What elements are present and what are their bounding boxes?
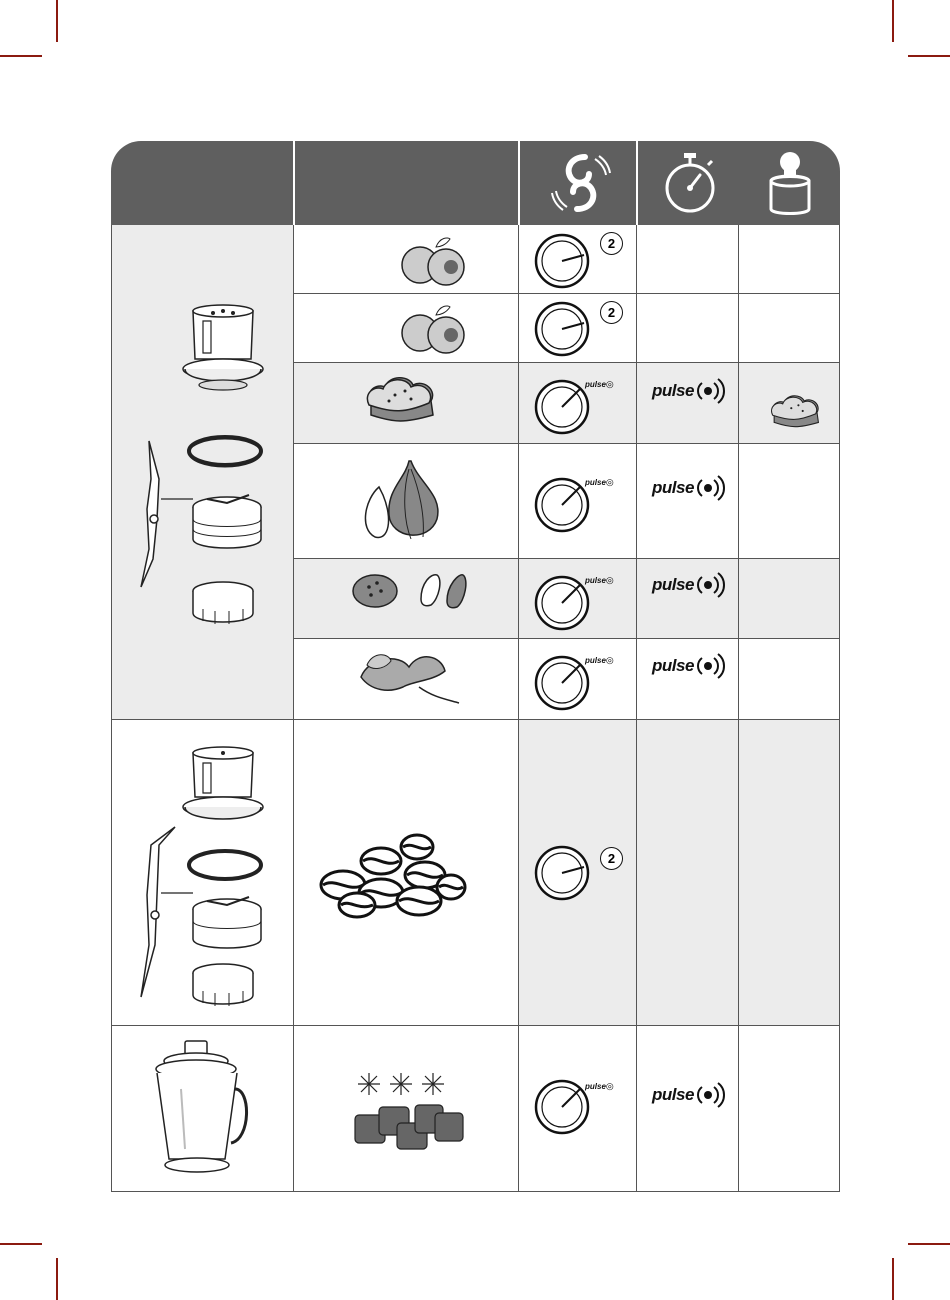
pulse-label: pulse	[652, 377, 722, 405]
speed-setting-badge: 2	[600, 301, 623, 324]
blender-jug-icon	[151, 1039, 261, 1179]
seal-ring-icon	[187, 433, 267, 473]
pulse-label-small: pulse ◎	[585, 655, 614, 665]
crop-mark	[0, 55, 42, 57]
speed-control-icon	[551, 151, 611, 215]
grid-line	[111, 1025, 840, 1026]
apples-icon	[396, 303, 476, 355]
pulse-label: pulse	[652, 571, 722, 599]
grid-line	[293, 293, 840, 294]
grid-line	[111, 225, 112, 1192]
pulse-label-small: pulse ◎	[585, 1081, 614, 1091]
crop-mark	[908, 1243, 950, 1245]
grid-line	[293, 443, 840, 444]
pulse-waves-icon	[694, 377, 722, 405]
header-divider	[636, 141, 638, 225]
speed-dial-icon	[534, 231, 594, 291]
chopper-bowl-icon	[181, 299, 271, 399]
grid-line	[839, 225, 840, 1192]
pulse-waves-icon	[694, 474, 722, 502]
coffee-beans-icon	[319, 831, 469, 921]
ice-cubes-icon	[349, 1071, 469, 1151]
usage-table	[111, 141, 840, 1192]
pulse-label: pulse	[652, 474, 722, 502]
speed-setting-badge: 2	[600, 232, 623, 255]
pulse-label: pulse	[652, 1081, 722, 1109]
crop-mark	[56, 0, 58, 42]
speed-setting-badge: 2	[600, 847, 623, 870]
nuts-icon	[351, 569, 481, 613]
header-divider	[518, 141, 520, 225]
crop-mark	[56, 1258, 58, 1300]
pulse-label-small: pulse ◎	[585, 575, 614, 585]
seal-ring-icon	[187, 847, 267, 887]
grid-line	[518, 225, 519, 1192]
pulse-waves-icon	[694, 1081, 722, 1109]
parsley-icon	[359, 647, 463, 709]
crop-mark	[892, 1258, 894, 1300]
timer-icon	[662, 151, 718, 215]
apples-icon	[396, 235, 476, 287]
base-ring-icon	[189, 961, 259, 1009]
pulse-label-small: pulse ◎	[585, 477, 614, 487]
blade-icon	[135, 825, 195, 1000]
grid-line	[293, 225, 294, 1192]
crop-mark	[0, 1243, 42, 1245]
bread-icon	[365, 371, 441, 427]
crop-mark	[908, 55, 950, 57]
blade-icon	[135, 439, 195, 589]
pulse-waves-icon	[694, 571, 722, 599]
grid-line	[738, 225, 739, 1192]
grid-line	[636, 225, 637, 1192]
grid-line	[293, 362, 840, 363]
pulse-label-small: pulse ◎	[585, 379, 614, 389]
speed-dial-icon	[534, 843, 594, 903]
grid-line	[293, 558, 840, 559]
crop-mark	[892, 0, 894, 42]
table-header	[111, 141, 840, 225]
grid-line	[293, 638, 840, 639]
blade-unit-icon	[187, 893, 267, 959]
weight-icon	[766, 149, 814, 217]
garlic-icon	[359, 459, 449, 545]
bread-icon	[767, 391, 827, 431]
pulse-label: pulse	[652, 652, 722, 680]
grid-line	[111, 719, 840, 720]
grid-line	[111, 1191, 840, 1192]
pulse-waves-icon	[694, 652, 722, 680]
blade-unit-icon	[187, 489, 267, 559]
speed-dial-icon	[534, 299, 594, 359]
base-ring-icon	[189, 579, 259, 627]
header-divider	[293, 141, 295, 225]
